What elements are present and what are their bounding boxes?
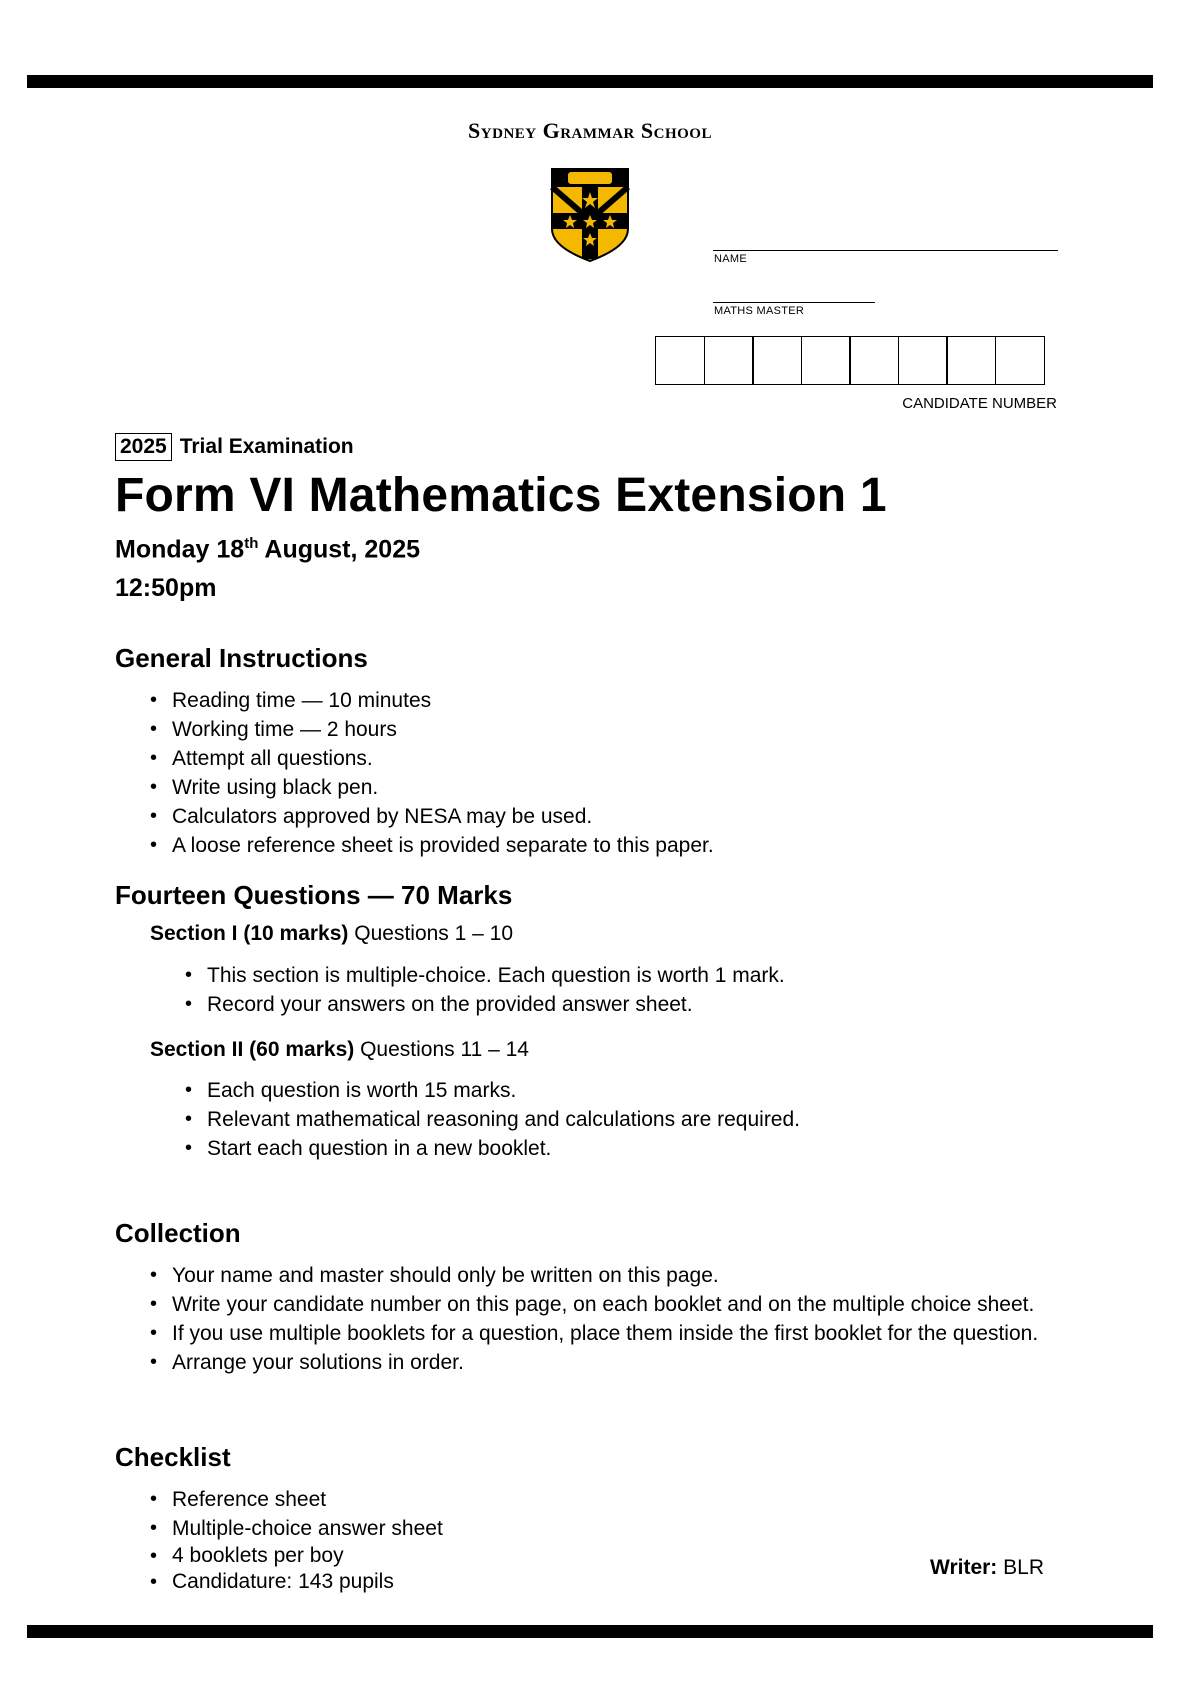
list-item: • If you use multiple booklets for a question, place them inside the first booklet for the question. [115, 1319, 1075, 1348]
date-ordinal: th [244, 535, 259, 552]
list-item: • Arrange your solutions in order. [115, 1348, 1075, 1377]
list-item: • This section is multiple-choice. Each question is worth 1 mark. [150, 961, 785, 990]
section-2-range: Questions 11 – 14 [354, 1038, 529, 1061]
list-item: • A loose reference sheet is provided separate to this paper. [115, 831, 714, 860]
list-item: • Start each question in a new booklet. [150, 1134, 800, 1163]
section-1-list [150, 961, 785, 1019]
section-1-label: Section I (10 marks) [150, 922, 349, 945]
collection-list [115, 1261, 1075, 1377]
checklist-list [115, 1485, 443, 1595]
name-line[interactable] [713, 250, 1058, 251]
candidate-digit-box[interactable] [752, 336, 802, 385]
candidate-digit-box[interactable] [655, 336, 705, 385]
section-2-label: Section II (60 marks) [150, 1038, 355, 1061]
candidate-digit-box[interactable] [946, 336, 996, 385]
list-item: • Reference sheet [115, 1485, 443, 1514]
list-item: • Each question is worth 15 marks. [150, 1076, 800, 1105]
list-item: • Working time — 2 hours [115, 715, 714, 744]
writer-value: BLR [997, 1556, 1044, 1579]
candidate-digit-box[interactable] [801, 336, 851, 385]
questions-heading: Fourteen Questions — 70 Marks [115, 880, 513, 910]
name-label: NAME [714, 253, 747, 265]
maths-master-line[interactable] [713, 302, 875, 303]
exam-type-line [115, 433, 354, 461]
section-2-list [150, 1076, 800, 1163]
exam-date [115, 535, 420, 564]
list-item: • Write using black pen. [115, 773, 714, 802]
candidate-digit-box[interactable] [849, 336, 899, 385]
list-item: • Your name and master should only be written on this page. [115, 1261, 1075, 1290]
section-1-line [150, 922, 513, 946]
exam-time: 12:50pm [115, 574, 217, 602]
general-instructions-list [115, 686, 714, 860]
list-item: • Attempt all questions. [115, 744, 714, 773]
top-rule [27, 75, 1153, 88]
school-crest-logo [550, 167, 630, 263]
list-item: • Multiple-choice answer sheet [115, 1514, 443, 1543]
exam-type: Trial Examination [179, 435, 354, 458]
section-2-line [150, 1038, 529, 1062]
collection-heading: Collection [115, 1218, 241, 1248]
exam-title: Form VI Mathematics Extension 1 [115, 469, 887, 522]
candidate-number-boxes [655, 336, 1045, 385]
writer-credit [930, 1556, 1044, 1580]
list-item: • Reading time — 10 minutes [115, 686, 714, 715]
list-item: • Relevant mathematical reasoning and calculations are required. [150, 1105, 800, 1134]
list-item: • Candidature: 143 pupils [115, 1569, 443, 1595]
date-suffix: August, 2025 [258, 535, 420, 564]
candidate-digit-box[interactable] [995, 336, 1045, 385]
maths-master-label: MATHS MASTER [714, 305, 805, 317]
school-name: Sydney Grammar School [468, 118, 712, 143]
candidate-digit-box[interactable] [704, 336, 754, 385]
candidate-number-label: CANDIDATE NUMBER [902, 395, 1057, 412]
list-item: • Record your answers on the provided answer sheet. [150, 990, 785, 1019]
list-item: • Calculators approved by NESA may be used. [115, 802, 714, 831]
general-instructions-heading: General Instructions [115, 643, 368, 673]
list-item: • Write your candidate number on this page, on each booklet and on the multiple choice sheet. [115, 1290, 1075, 1319]
section-1-range: Questions 1 – 10 [348, 922, 514, 945]
exam-year-box: 2025 [115, 433, 172, 461]
checklist-heading: Checklist [115, 1442, 231, 1472]
bottom-rule [27, 1625, 1153, 1638]
candidate-digit-box[interactable] [898, 336, 948, 385]
list-item: • 4 booklets per boy [115, 1543, 443, 1569]
writer-label: Writer: [930, 1556, 998, 1579]
date-prefix: Monday 18 [115, 535, 245, 564]
